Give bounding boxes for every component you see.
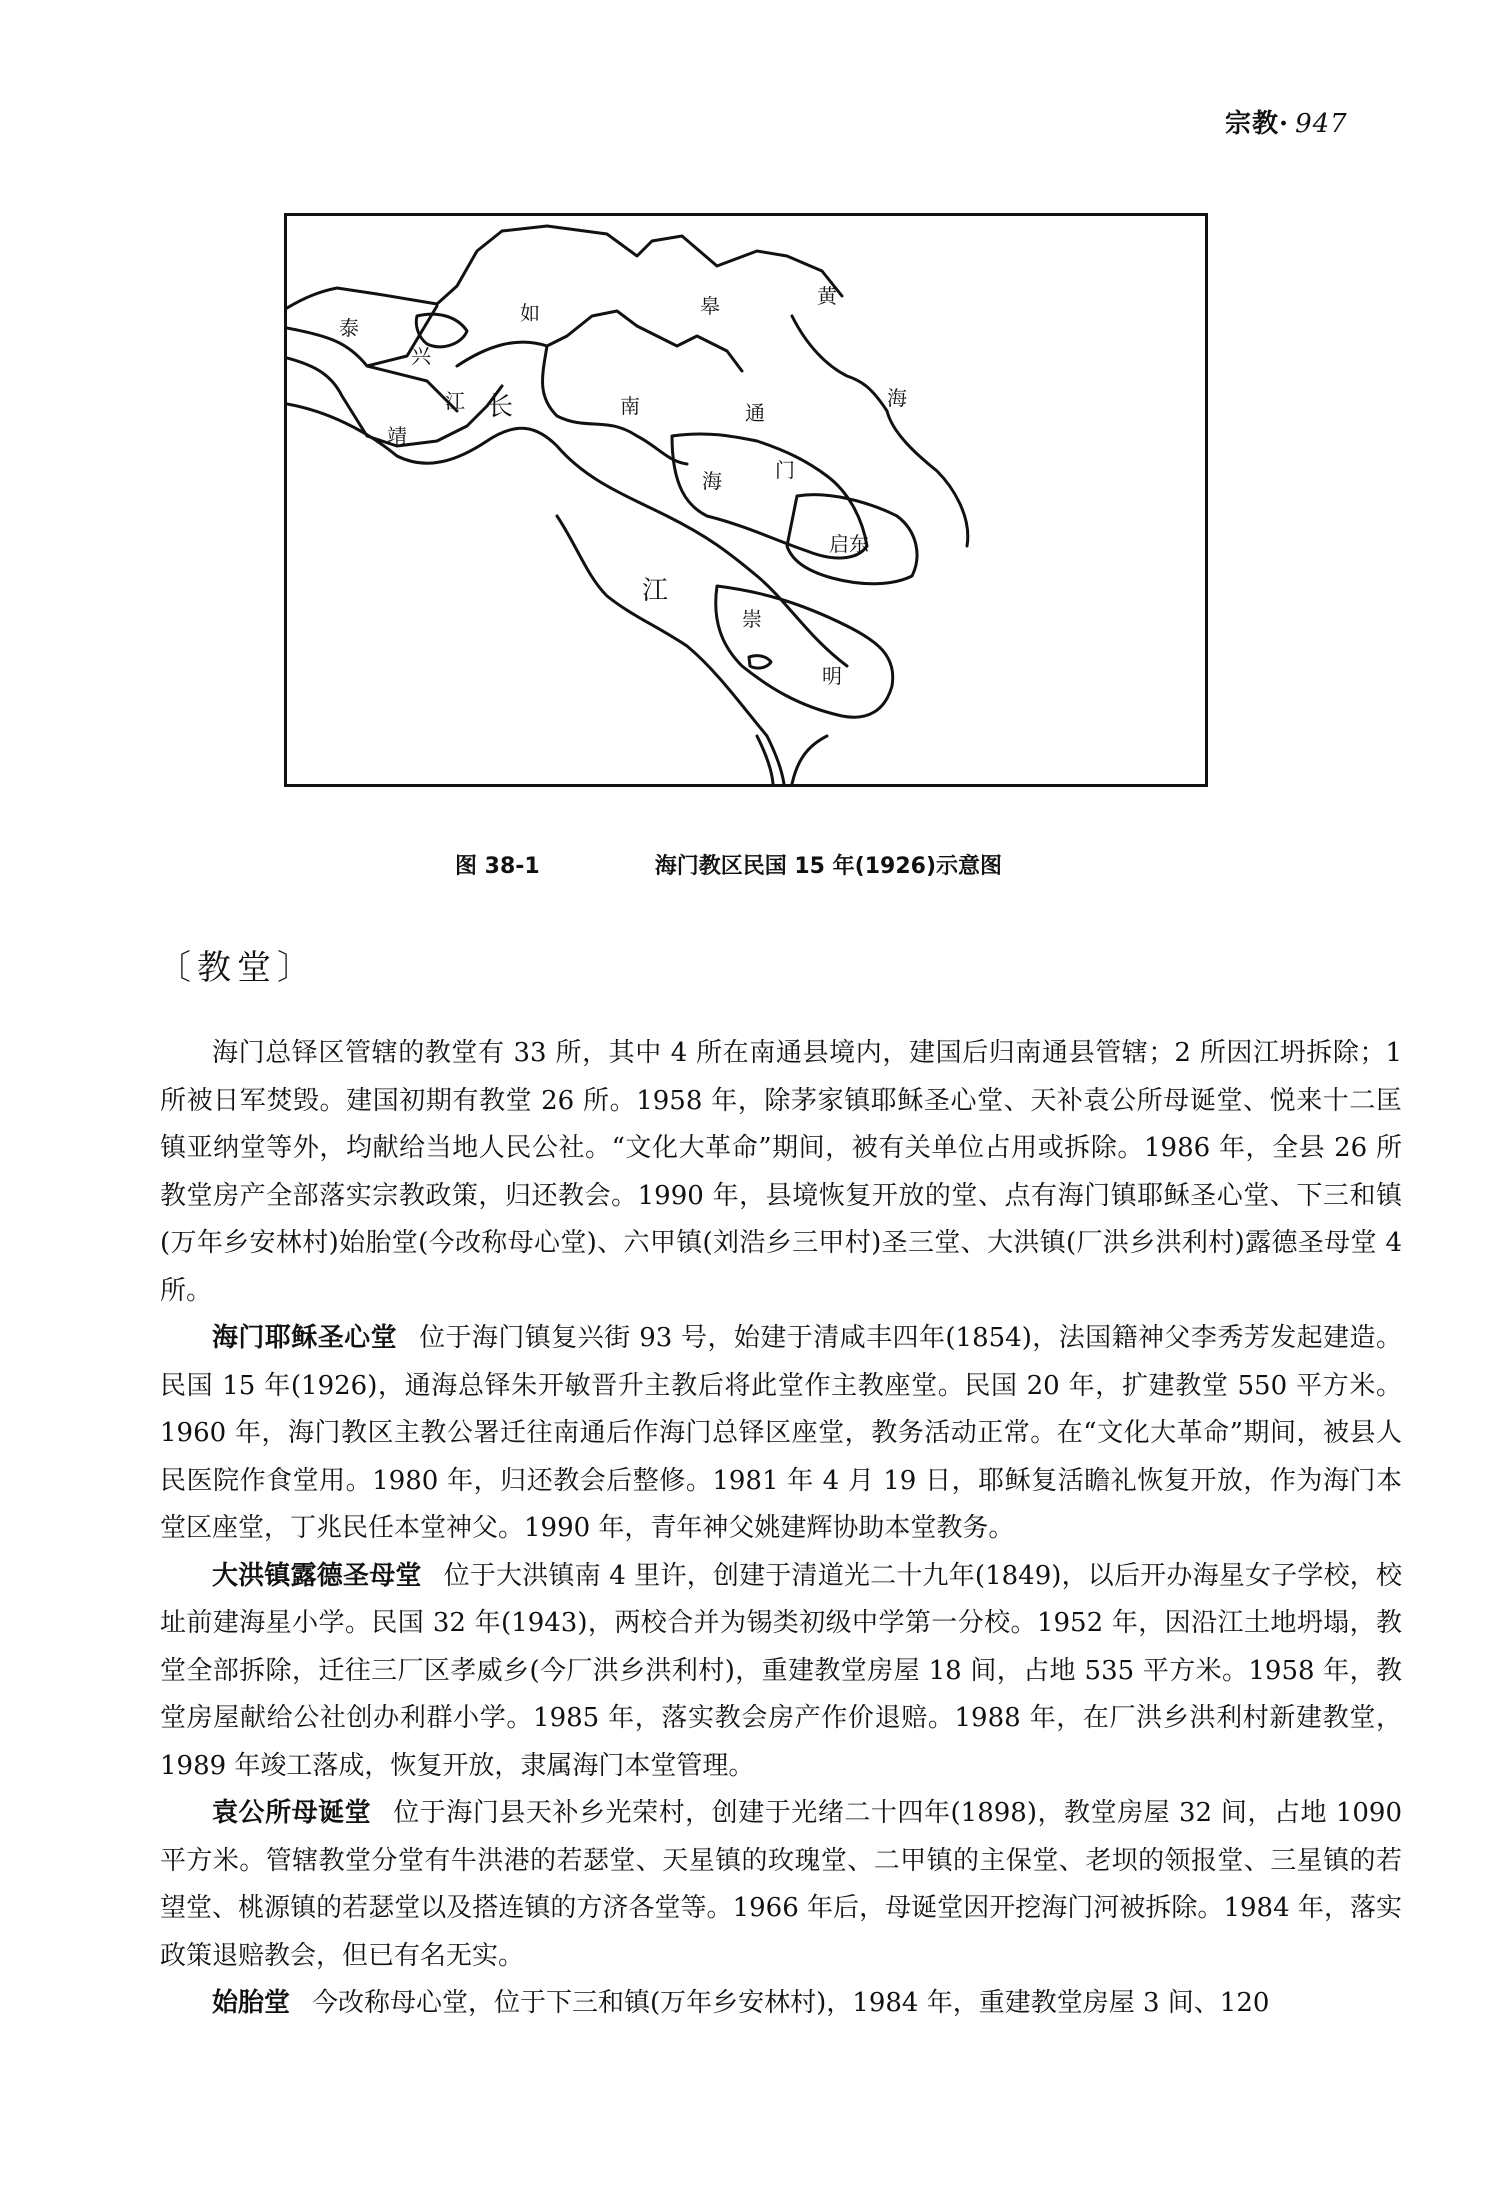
paragraph-intro (160, 1030, 1402, 1315)
map-label-men: 门 (775, 458, 795, 482)
figure-title: 海门教区民国 15 年(1926)示意图 (654, 854, 1002, 879)
map-label-gao: 皋 (700, 294, 720, 318)
paragraph-text: 位于大洪镇南 4 里许，创建于清道光二十九年(1849)，以后开办海星女子学校，校址前建海星小学。民国 32 年(1943)，两校合并为锡类初级中学第一分校。1952 年，因沿江土地坍塌，教堂全部拆除，迁往三厂区孝威乡(今厂洪乡洪利村)，重建教堂房屋 18 间，占地 535 平方米。1958 年，教堂房屋献给公社创办利群小学。1985 年，落实教会房产作价退赔。1988 年，在厂洪乡洪利村新建教堂，1989 年竣工落成，恢复开放，隶属海门本堂管理。 (160, 1560, 1402, 1781)
estuary-south-bank (557, 516, 784, 784)
entry-term: 海门耶稣圣心堂 (212, 1323, 398, 1353)
page-number: 947 (1295, 109, 1348, 139)
map-outline (287, 216, 1205, 784)
map-label-jing: 靖 (387, 424, 407, 448)
map-label-tong: 通 (745, 401, 765, 425)
entry-term: 始胎堂 (212, 1988, 291, 2018)
entry-term: 袁公所母诞堂 (212, 1798, 372, 1828)
paragraph-dahong-lourdes (160, 1553, 1402, 1791)
header-section: 宗教· (1225, 109, 1290, 139)
entry-term: 大洪镇露德圣母堂 (212, 1560, 422, 1591)
map-label-haimen-hai: 海 (702, 469, 722, 493)
map-label-chong: 崇 (742, 607, 762, 631)
rugao-nantong-boundary (457, 311, 742, 371)
paragraph-text: 位于海门镇复兴街 93 号，始建于清咸丰四年(1854)，法国籍神父李秀芳发起建造。民国 15 年(1926)，通海总铎朱开敏晋升主教后将此堂作主教座堂。民国 20 年，扩建教堂 550 平方米。1960 年，海门教区主教公署迁往南通后作海门总铎区座堂，教务活动正常。在“文化大革命”期间，被县人民医院作食堂用。1980 年，归还教会后整修。1981 年 4 月 19 日，耶稣复活瞻礼恢复开放，作为海门本堂区座堂，丁兆民任本堂神父。1990 年，青年神父姚建辉协助本堂教务。 (160, 1323, 1402, 1543)
paragraph-yuangongsuo (160, 1790, 1402, 1980)
figure-caption (455, 849, 1002, 880)
map-label-chang: 长 (487, 392, 514, 422)
section-heading: 〔教堂〕 (157, 948, 317, 988)
map-label-tai: 泰 (339, 316, 359, 340)
northern-boundary-line (287, 226, 842, 308)
map-figure (284, 213, 1208, 787)
running-header (1225, 103, 1348, 140)
paragraph-text: 位于海门县天补乡光荣村，创建于光绪二十四年(1898)，教堂房屋 32 间，占地 1090 平方米。管辖教堂分堂有牛洪港的若瑟堂、天星镇的玫瑰堂、二甲镇的主保堂、老坝的领报堂、三星镇的若望堂、桃源镇的若瑟堂以及搭连镇的方济各堂等。1966 年后，母诞堂因开挖海门河被拆除。1984 年，落实政策退赔教会，但已有名无实。 (160, 1798, 1402, 1971)
paragraph-text: 今改称母心堂，位于下三和镇(万年乡安林村)，1984 年，重建教堂房屋 3 间、120 (312, 1988, 1270, 2018)
map-label-hai: 海 (887, 386, 907, 410)
body-text (160, 1030, 1402, 2028)
paragraph-text: 海门总铎区管辖的教堂有 33 所，其中 4 所在南通县境内，建国后归南通县管辖；2 所因江坍拆除；1 所被日军焚毁。建国初期有教堂 26 所。1958 年，除茅家镇耶稣圣心堂、天补袁公所母诞堂、悦来十二匡镇亚纳堂等外，均献给当地人民公社。“文化大革命”期间，被有关单位占用或拆除。1986 年，全县 26 所教堂房产全部落实宗教政策，归还教会。1990 年，县境恢复开放的堂、点有海门镇耶稣圣心堂、下三和镇(万年乡安林村)始胎堂(今改称母心堂)、六甲镇(刘浩乡三甲村)圣三堂、大洪镇(厂洪乡洪利村)露德圣母堂 4 所。 (160, 1038, 1402, 1306)
figure-number: 图 38-1 (455, 854, 540, 879)
lower-channel (792, 736, 827, 784)
map-label-nan: 南 (620, 394, 640, 418)
paragraph-haimen-sacred-heart (160, 1315, 1402, 1553)
map-label-ru: 如 (520, 301, 540, 325)
small-island (749, 656, 771, 668)
chongming-island (716, 586, 893, 717)
map-label-qidong: 启东 (829, 532, 869, 556)
map-label-jiang-jing: 江 (445, 389, 465, 413)
map-label-xing: 兴 (411, 344, 431, 368)
map-label-jiang: 江 (642, 576, 669, 606)
eastern-coastline (792, 316, 968, 546)
jingjiang-boundary (287, 328, 457, 411)
nantong-south-boundary (543, 346, 687, 464)
map-label-huang: 黄 (817, 284, 837, 308)
paragraph-shitai (160, 1980, 1402, 2028)
map-label-ming: 明 (822, 664, 842, 688)
